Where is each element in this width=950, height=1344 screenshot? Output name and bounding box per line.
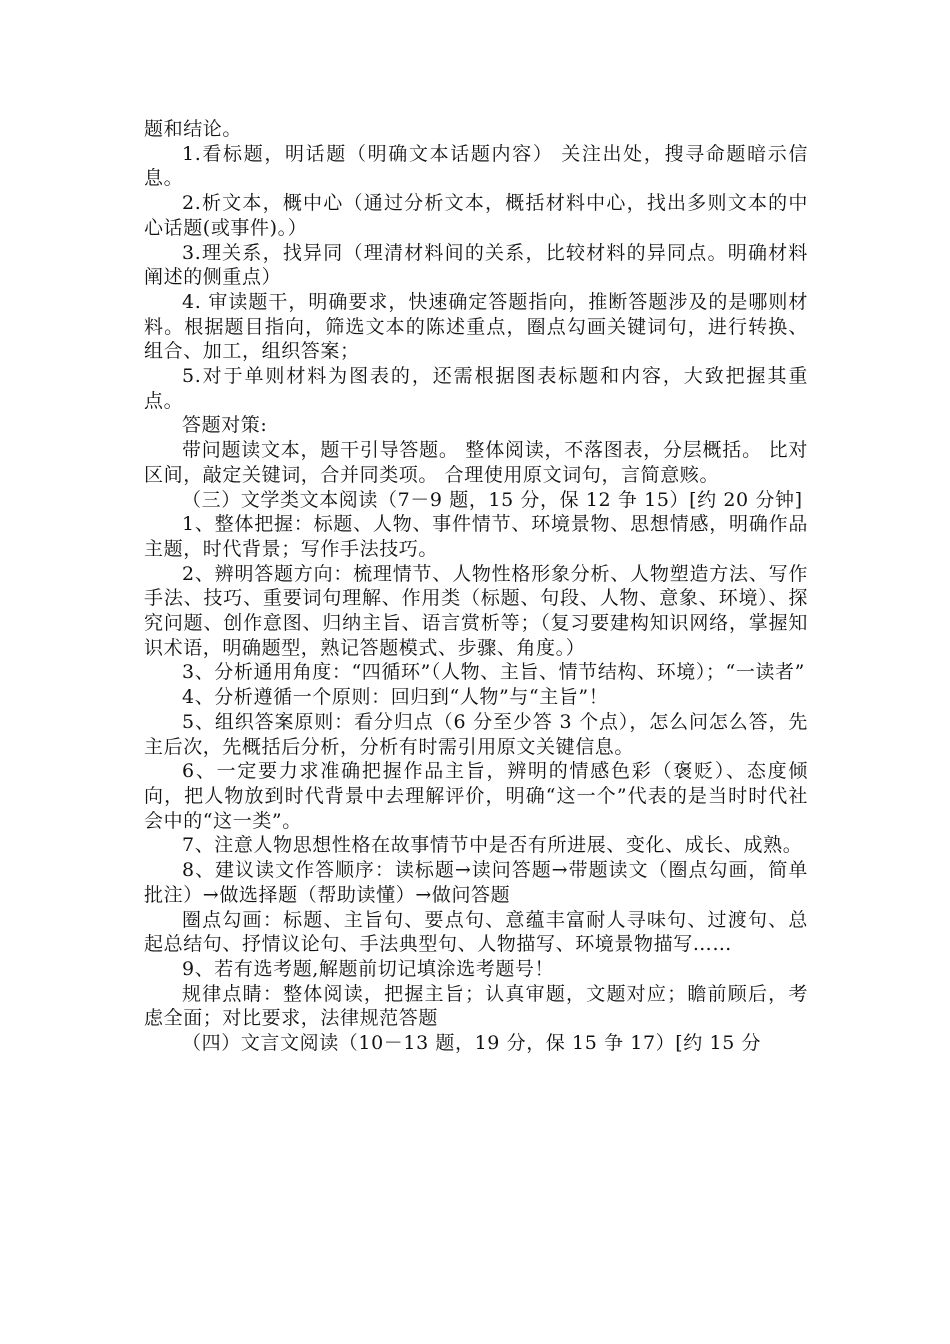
section-heading-literary-reading: （三）文学类文本阅读（7－9 题，15 分，保 12 争 15）[约 20 分钟]: [182, 488, 803, 511]
paragraph-literary-8: 8、建议读文作答顺序：读标题→读问答题→带题读文（圈点勾画，简单批注）→做选择题（帮助读懂）→做问答题: [144, 859, 808, 906]
paragraph-annotation-tips: 圈点勾画：标题、主旨句、要点句、意蕴丰富耐人寻味句、过渡句、总起总结句、抒情议论句、手法典型句、人物描写、环境景物描写……: [144, 908, 808, 956]
paragraph-answer-strategy-heading: 答题对策:: [182, 414, 268, 437]
paragraph-step-3: 3.理关系，找异同（理清材料间的关系，比较材料的异同点。明确材料阐述的侧重点）: [144, 241, 808, 289]
paragraph-step-5: 5.对于单则材料为图表的，还需根据图表标题和内容，大致把握其重点。: [144, 365, 808, 412]
paragraph-literary-3: 3、分析通用角度：“四循环”（人物、主旨、情节结构、环境）；“一读者”: [182, 661, 805, 684]
section-heading-classical-chinese: （四）文言文阅读（10－13 题，19 分，保 15 争 17）[约 15 分: [182, 1032, 762, 1055]
paragraph-literary-1: 1、整体把握：标题、人物、事件情节、环境景物、思想情感，明确作品主题，时代背景；写作手法技巧。: [144, 513, 808, 560]
paragraph-step-4: 4. 审读题干，明确要求，快速确定答题指向，推断答题涉及的是哪则材料。根据题目指向，筛选文本的陈述重点，圈点勾画关键词句，进行转换、组合、加工，组织答案；: [144, 290, 808, 363]
paragraph-rule-highlights: 规律点睛：整体阅读，把握主旨；认真审题，文题对应；瞻前顾后，考虑全面；对比要求，法律规范答题: [144, 982, 808, 1030]
document-body: [144, 117, 808, 1056]
paragraph-intro-end: 题和结论。: [144, 118, 243, 140]
paragraph-answer-strategy: 带问题读文本，题干引导答题。 整体阅读，不落图表，分层概括。 比对区间，敲定关键词，合并同类项。 合理使用原文词句，言简意赅。: [144, 439, 808, 486]
paragraph-step-1: 1.看标题，明话题（明确文本话题内容） 关注出处，搜寻命题暗示信息。: [144, 142, 808, 190]
paragraph-literary-5: 5、组织答案原则：看分归点（6 分至少答 3 个点），怎么问怎么答，先主后次，先概括后分析，分析有时需引用原文关键信息。: [144, 710, 808, 758]
paragraph-step-2: 2.析文本，概中心（通过分析文本，概括材料中心，找出多则文本的中心话题(或事件)。）: [144, 192, 808, 239]
paragraph-literary-2: 2、辨明答题方向：梳理情节、人物性格形象分析、人物塑造方法、写作手法、技巧、重要词句理解、作用类（标题、句段、人物、意象、环境）、探究问题、创作意图、归纳主旨、语言赏析等；（复习要建构知识网络，掌握知识术语，明确题型，熟记答题模式、步骤、角度。）: [144, 562, 808, 659]
paragraph-literary-9: 9、若有选考题,解题前切记填涂选考题号！: [182, 957, 555, 980]
paragraph-literary-7: 7、注意人物思想性格在故事情节中是否有所进展、变化、成长、成熟。: [182, 834, 803, 857]
paragraph-literary-4: 4、分析遵循一个原则：回归到“人物”与“主旨”！: [182, 686, 609, 709]
paragraph-literary-6: 6、一定要力求准确把握作品主旨，辨明的情感色彩（褒贬）、态度倾向，把人物放到时代背景中去理解评价，明确“这一个”代表的是当时时代社会中的“这一类”。: [144, 760, 808, 832]
